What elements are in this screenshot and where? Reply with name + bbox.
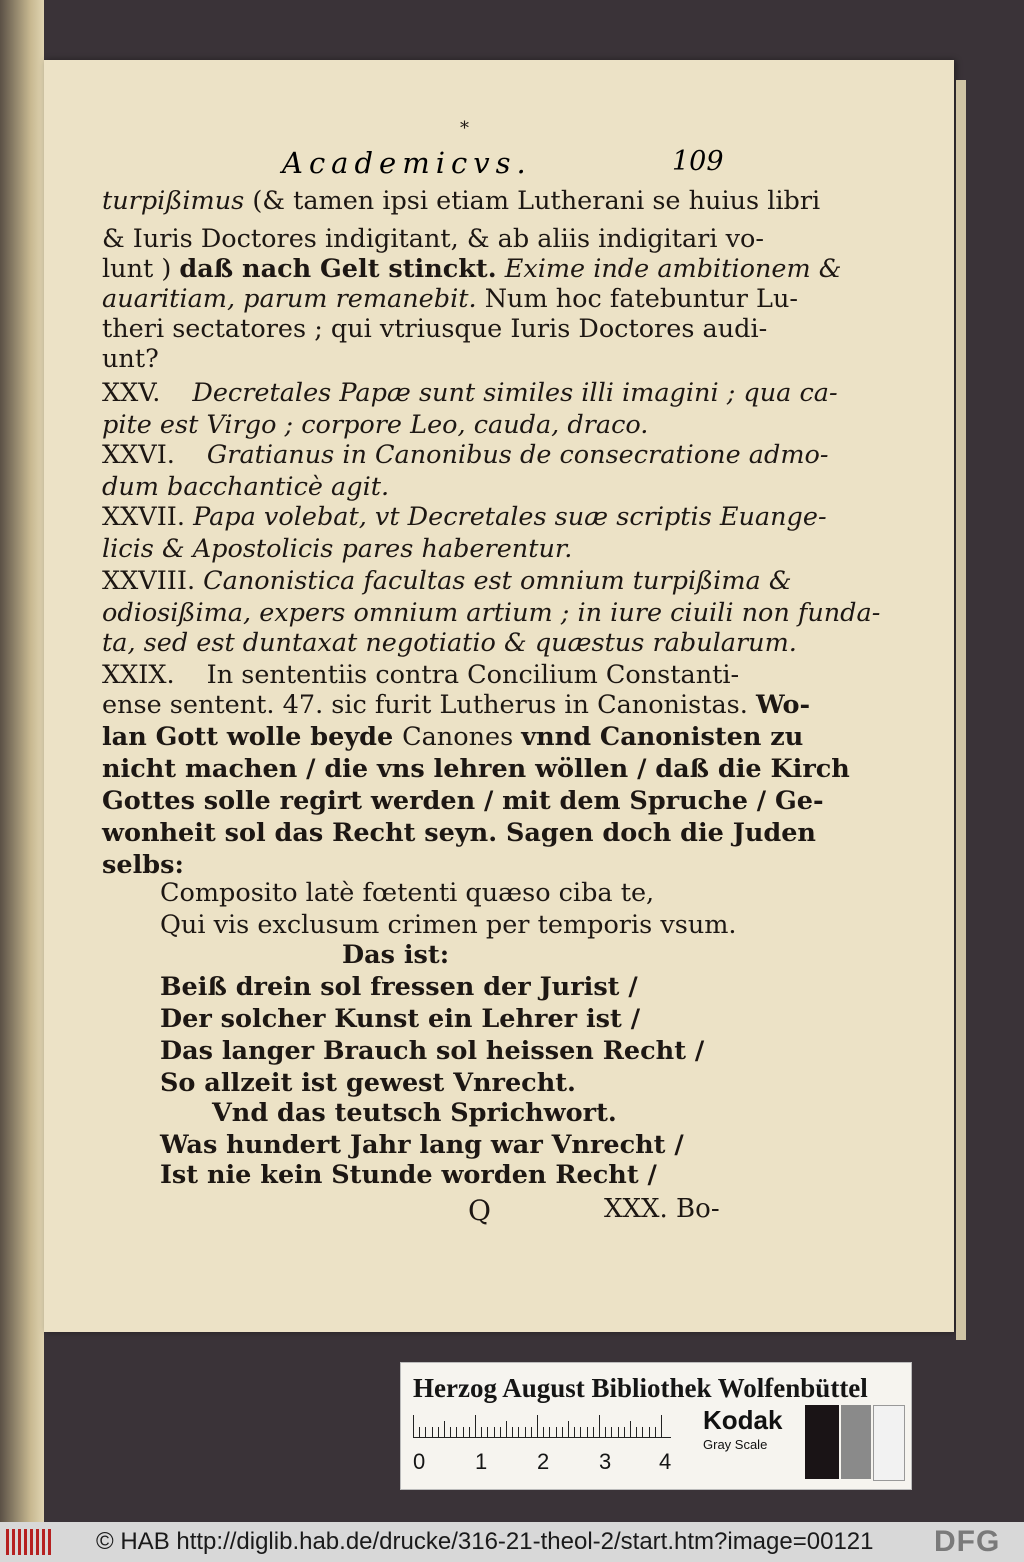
ruler-tick (469, 1427, 470, 1437)
text-run: lunt ) (102, 254, 180, 284)
ruler-tick (556, 1427, 557, 1437)
ruler-tick (642, 1427, 643, 1437)
text-line (102, 534, 572, 564)
ruler-tick (624, 1427, 625, 1437)
text-run: So allzeit ist gewest Vnrecht. (160, 1068, 576, 1098)
book-spine (0, 0, 44, 1562)
text-run: Ist nie kein Stunde worden Recht / (160, 1160, 657, 1190)
text-line (102, 754, 850, 784)
text-run: licis & Apostolicis pares haberentur. (102, 534, 573, 564)
ruler-tick (549, 1427, 550, 1437)
ruler-number: 4 (659, 1449, 672, 1474)
ruler-tick (512, 1427, 513, 1437)
text-run: Canones (402, 722, 522, 752)
ruler-tick (518, 1427, 519, 1437)
text-run: Papa volebat, vt Decretales suæ scriptis Euange- (184, 502, 827, 532)
text-line (102, 284, 798, 314)
ruler-tick (562, 1427, 563, 1437)
text-run: Gratianus in Canonibus de consecratione admo- (206, 440, 829, 470)
text-run: auaritiam, parum remanebit. (102, 284, 477, 314)
text-run: dum bacchanticè agit. (102, 472, 390, 502)
gray-scale-label: Gray Scale (703, 1437, 768, 1452)
ruler-tick (618, 1427, 619, 1437)
text-line (102, 410, 648, 440)
ruler-number: 3 (599, 1449, 612, 1474)
ruler-number: 2 (537, 1449, 550, 1474)
ruler-tick (481, 1427, 482, 1437)
text-line (102, 344, 159, 374)
text-line (102, 628, 797, 658)
text-line (102, 850, 184, 880)
text-run: Composito latè fœtenti quæso ciba te, (160, 878, 655, 908)
ruler-tick (587, 1427, 588, 1437)
text-line (160, 1130, 684, 1160)
text-run: XXIX. (102, 660, 175, 690)
ruler-tick (525, 1427, 526, 1437)
text-line (102, 690, 810, 720)
text-run: turpißimus (102, 186, 245, 216)
ruler-tick (425, 1427, 426, 1437)
hab-logo-icon (6, 1529, 52, 1555)
ruler-tick (475, 1415, 476, 1437)
text-run: unt? (102, 344, 159, 374)
page-number: 109 (672, 146, 724, 177)
text-run: Qui vis exclusum crimen per temporis vsum. (160, 910, 737, 940)
text-line (102, 818, 816, 848)
text-run: Exime inde ambitionem & (496, 254, 842, 284)
gray-swatch (841, 1405, 871, 1479)
text-run: Gottes solle regirt werden / mit dem Spruche / Ge- (102, 786, 824, 816)
text-line (212, 1098, 617, 1128)
text-run: pite est Virgo ; corpore Leo, cauda, draco. (102, 410, 649, 440)
text-run: odiosißima, expers omnium artium ; in iure ciuili non funda- (102, 598, 881, 628)
page-edge (956, 80, 966, 1340)
ruler-tick (655, 1427, 656, 1437)
ruler-tick (580, 1427, 581, 1437)
text-run: ense sentent. 47. sic furit Lutherus in Canonistas. (102, 690, 756, 720)
ruler-tick (463, 1427, 464, 1437)
ruler-tick (543, 1427, 544, 1437)
text-run: & Iuris Doctores indigitant, & ab aliis indigitari vo- (102, 224, 764, 254)
text-run: XXV. (102, 378, 161, 408)
text-run: Wo- (755, 690, 811, 720)
ruler-tick (574, 1427, 575, 1437)
text-line (102, 186, 820, 216)
text-line (102, 440, 828, 470)
text-line (160, 1004, 640, 1034)
kodak-logo: Kodak (703, 1405, 783, 1435)
text-run: (& tamen ipsi etiam Lutherani se huius libri (244, 186, 821, 216)
text-run: selbs: (102, 850, 184, 880)
text-line (102, 472, 389, 502)
text-line (102, 660, 739, 690)
text-run: theri sectatores ; qui vtriusque Iuris Doctores audi- (102, 314, 768, 344)
text-run: Beiß drein sol fressen der Jurist / (160, 972, 638, 1002)
text-run: Der solcher Kunst ein Lehrer ist / (160, 1004, 641, 1034)
text-run: vnnd Canonisten zu (521, 722, 804, 752)
scale-ruler (413, 1415, 671, 1438)
ruler-tick (438, 1427, 439, 1437)
text-run: Decretales Papæ sunt similes illi imagini ; qua ca- (192, 378, 838, 408)
text-run: lan Gott wolle beyde (102, 722, 403, 752)
ruler-tick (450, 1427, 451, 1437)
ruler-tick (636, 1427, 637, 1437)
ruler-tick (605, 1427, 606, 1437)
ruler-tick (419, 1427, 420, 1437)
ruler-tick (500, 1427, 501, 1437)
ruler-tick (611, 1427, 612, 1437)
text-line (160, 1160, 657, 1190)
black-swatch (805, 1405, 839, 1479)
ruler-tick (432, 1427, 433, 1437)
ruler-tick (537, 1415, 538, 1437)
ruler-tick (506, 1421, 507, 1437)
text-line (102, 378, 838, 408)
ruler-tick (568, 1421, 569, 1437)
text-line (102, 254, 841, 284)
text-run: ta, sed est duntaxat negotiatio & quæstus rabularum. (102, 628, 797, 658)
text-run: Num hoc fatebuntur Lu- (476, 284, 798, 314)
ruler-tick (599, 1415, 600, 1437)
library-name: Herzog August Bibliothek Wolfenbüttel (413, 1373, 868, 1403)
ruler-tick (487, 1427, 488, 1437)
color-card (400, 1362, 912, 1490)
ruler-number: 0 (413, 1449, 426, 1474)
ruler-tick (444, 1421, 445, 1437)
text-line (102, 566, 792, 596)
text-line (102, 502, 827, 532)
text-run: Das langer Brauch sol heissen Recht / (160, 1036, 705, 1066)
ruler-tick (649, 1427, 650, 1437)
text-run: wonheit sol das Recht seyn. Sagen doch die Juden (102, 818, 816, 848)
white-swatch (873, 1405, 905, 1481)
text-line (102, 786, 824, 816)
text-run: XXVIII. (102, 566, 196, 596)
page-ornament: * (460, 118, 469, 139)
text-line (102, 598, 880, 628)
catchword: XXX. Bo- (604, 1194, 720, 1224)
text-line (160, 972, 638, 1002)
text-line (160, 1068, 576, 1098)
text-run: Vnd das teutsch Sprichwort. (212, 1098, 617, 1128)
text-line (102, 224, 764, 254)
ruler-tick (630, 1421, 631, 1437)
ruler-tick (456, 1427, 457, 1437)
text-line (160, 1036, 704, 1066)
footer-bar (0, 1522, 1024, 1562)
text-line (102, 722, 803, 752)
text-run: In sententiis contra Concilium Constanti- (206, 660, 740, 690)
copyright-link[interactable]: © HAB http://diglib.hab.de/drucke/316-21-theol-2/start.htm?image=00121 (96, 1528, 874, 1555)
text-run: XXVI. (102, 440, 175, 470)
dfg-logo: DFG (934, 1525, 1001, 1558)
text-run: nicht machen / die vns lehren wöllen / daß die Kirch (102, 754, 850, 784)
text-run: Das ist: (342, 940, 450, 970)
running-header: Academicvs. (282, 146, 532, 180)
ruler-tick (593, 1427, 594, 1437)
text-line (102, 314, 767, 344)
text-line (160, 878, 654, 908)
ruler-tick (661, 1415, 662, 1437)
ruler-tick (413, 1415, 414, 1437)
text-run: Was hundert Jahr lang war Vnrecht / (160, 1130, 684, 1160)
text-line (342, 940, 449, 970)
signature-mark: Q (468, 1194, 491, 1227)
text-line (160, 910, 737, 940)
ruler-number: 1 (475, 1449, 488, 1474)
text-run: daß nach Gelt stinckt. (179, 254, 497, 284)
text-run: XXVII. (102, 502, 185, 532)
text-run: Canonistica facultas est omnium turpißima & (195, 566, 792, 596)
ruler-tick (531, 1427, 532, 1437)
ruler-tick (494, 1427, 495, 1437)
